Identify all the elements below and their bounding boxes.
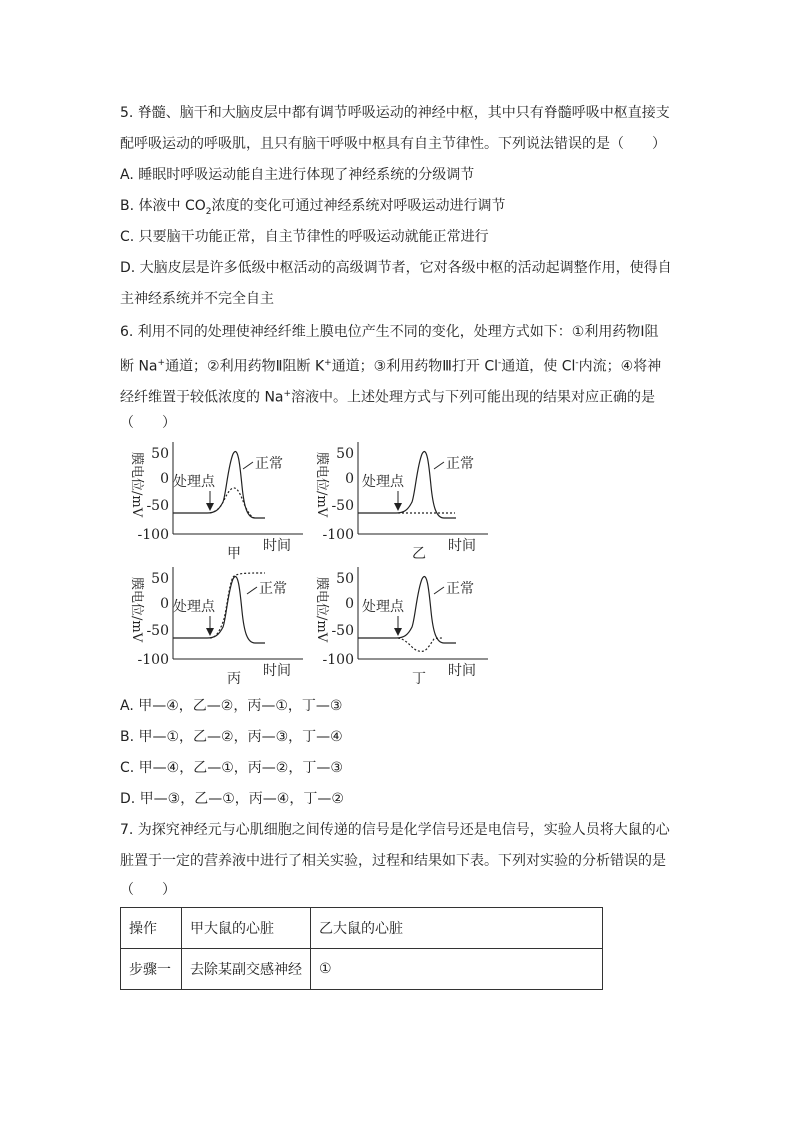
treated-curve (210, 573, 265, 638)
q6-option-d: D. 甲—③，乙—①，丙—④，丁—② (120, 791, 344, 807)
tick-neg50: -50 (331, 623, 354, 639)
q7-stem-line3: （ ） (120, 882, 176, 898)
tick-neg100: -100 (322, 527, 354, 543)
q6-l2-sup2: + (324, 358, 332, 368)
table-cell: 乙大鼠的心脏 (311, 908, 603, 949)
xlabel: 时间 (448, 663, 476, 679)
ylabel: 膜电位/mV (129, 452, 144, 518)
table-cell: ① (311, 949, 603, 990)
normal-label: 正常 (446, 581, 474, 597)
tick-0: 0 (160, 596, 169, 612)
ylabel: 膜电位/mV (129, 577, 144, 643)
graph-bing (115, 561, 305, 693)
table-header-row (121, 908, 603, 949)
q6-l2-c: 通道；③利用药物Ⅲ打开 Cl (331, 358, 499, 375)
table-row (121, 949, 603, 990)
tick-0: 0 (345, 596, 354, 612)
tick-0: 0 (160, 471, 169, 487)
q5-option-b-post: 浓度的变化可通过神经系统对呼吸运动进行调节 (211, 198, 506, 214)
normal-label: 正常 (446, 456, 474, 472)
xlabel: 时间 (263, 663, 291, 679)
tick-50: 50 (336, 446, 354, 462)
point-label: 处理点 (173, 474, 215, 490)
tick-neg50: -50 (331, 498, 354, 514)
normal-pointer (247, 587, 257, 594)
point-label: 处理点 (362, 474, 404, 490)
q5-option-c: C. 只要脑干功能正常，自主节律性的呼吸运动就能正常进行 (120, 229, 489, 245)
tick-neg100: -100 (137, 652, 169, 668)
q6-option-a: A. 甲—④，乙—②，丙—①，丁—③ (120, 698, 343, 714)
q7-stem-line1: 7. 为探究神经元与心肌细胞之间传递的信号是化学信号还是电信号，实验人员将大鼠的心 (120, 822, 670, 838)
q6-l2-sup4: - (575, 358, 579, 368)
normal-pointer (434, 462, 444, 469)
table-cell: 步骤一 (121, 949, 182, 990)
tick-0: 0 (345, 471, 354, 487)
tick-neg100: -100 (322, 652, 354, 668)
q5-option-d-line2: 主神经系统并不完全自主 (120, 291, 274, 307)
graph-name: 甲 (227, 546, 241, 562)
normal-pointer (434, 587, 444, 594)
graph-name: 乙 (412, 546, 426, 562)
normal-pointer (243, 462, 253, 469)
graph-ding (300, 561, 490, 693)
q6-l2-sup1: + (157, 358, 166, 368)
q6-stem-line2 (120, 353, 661, 377)
ylabel: 膜电位/mV (314, 452, 329, 518)
tick-neg50: -50 (146, 498, 169, 514)
q6-stem-line4: （ ） (120, 415, 176, 431)
tick-neg100: -100 (137, 527, 169, 543)
q6-l2-d: 通道，使 Cl (501, 358, 576, 375)
ylabel: 膜电位/mV (314, 577, 329, 643)
q6-l2-e: 内流；④将神 (578, 358, 662, 375)
tick-50: 50 (151, 446, 169, 462)
q5-stem-line1: 5. 脊髓、脑干和大脑皮层中都有调节呼吸运动的神经中枢，其中只有脊髓呼吸中枢直接支 (120, 105, 670, 121)
q6-stem-line1: 6. 利用不同的处理使神经纤维上膜电位产生不同的变化，处理方式如下：①利用药物Ⅰ阻 (120, 324, 659, 340)
q6-l2-b: 通道；②利用药物Ⅱ阻断 K (165, 358, 325, 375)
table-cell: 去除某副交感神经 (182, 949, 311, 990)
q5-option-b-pre: B. 体液中 CO (120, 198, 206, 214)
q6-l3-a: 经纤维置于较低浓度的 Na (120, 389, 284, 406)
q7-table (120, 907, 603, 990)
q6-option-b: B. 甲—①，乙—②，丙—③，丁—④ (120, 729, 343, 745)
treated-curve (398, 638, 444, 651)
point-label: 处理点 (362, 599, 404, 615)
q5-option-d-line1: D. 大脑皮层是许多低级中枢活动的高级调节者，它对各级中枢的活动起调整作用，使得自 (120, 260, 672, 276)
tick-50: 50 (336, 571, 354, 587)
q5-option-a: A. 睡眠时呼吸运动能自主进行体现了神经系统的分级调节 (120, 167, 475, 183)
q5-stem-line2: 配呼吸运动的呼吸肌，且只有脑干呼吸中枢具有自主节律性。下列说法错误的是（ ） (120, 136, 666, 152)
tick-50: 50 (151, 571, 169, 587)
xlabel: 时间 (448, 538, 476, 554)
q6-l3-sup: + (283, 389, 292, 399)
q6-stem-line3 (120, 384, 655, 408)
graph-jia (115, 436, 305, 568)
q6-option-c: C. 甲—④，乙—①，丙—②，丁—③ (120, 760, 343, 776)
normal-label: 正常 (255, 456, 283, 472)
graph-name: 丙 (227, 671, 241, 687)
tick-neg50: -50 (146, 623, 169, 639)
q5-option-b (120, 196, 505, 222)
graph-name: 丁 (412, 671, 426, 687)
graph-yi (300, 436, 490, 568)
q6-l2-sup3: - (498, 358, 502, 368)
xlabel: 时间 (263, 538, 291, 554)
q5-option-b-sub: 2 (205, 206, 212, 217)
table-cell: 操作 (121, 908, 182, 949)
q7-stem-line2: 脏置于一定的营养液中进行了相关实验，过程和结果如下表。下列对实验的分析错误的是 (120, 853, 666, 869)
q6-l3-b: 溶液中。上述处理方式与下列可能出现的结果对应正确的是 (291, 389, 656, 406)
point-label: 处理点 (173, 599, 215, 615)
table-cell: 甲大鼠的心脏 (182, 908, 311, 949)
q6-l2-a: 断 Na (120, 358, 158, 375)
normal-label: 正常 (259, 581, 287, 597)
